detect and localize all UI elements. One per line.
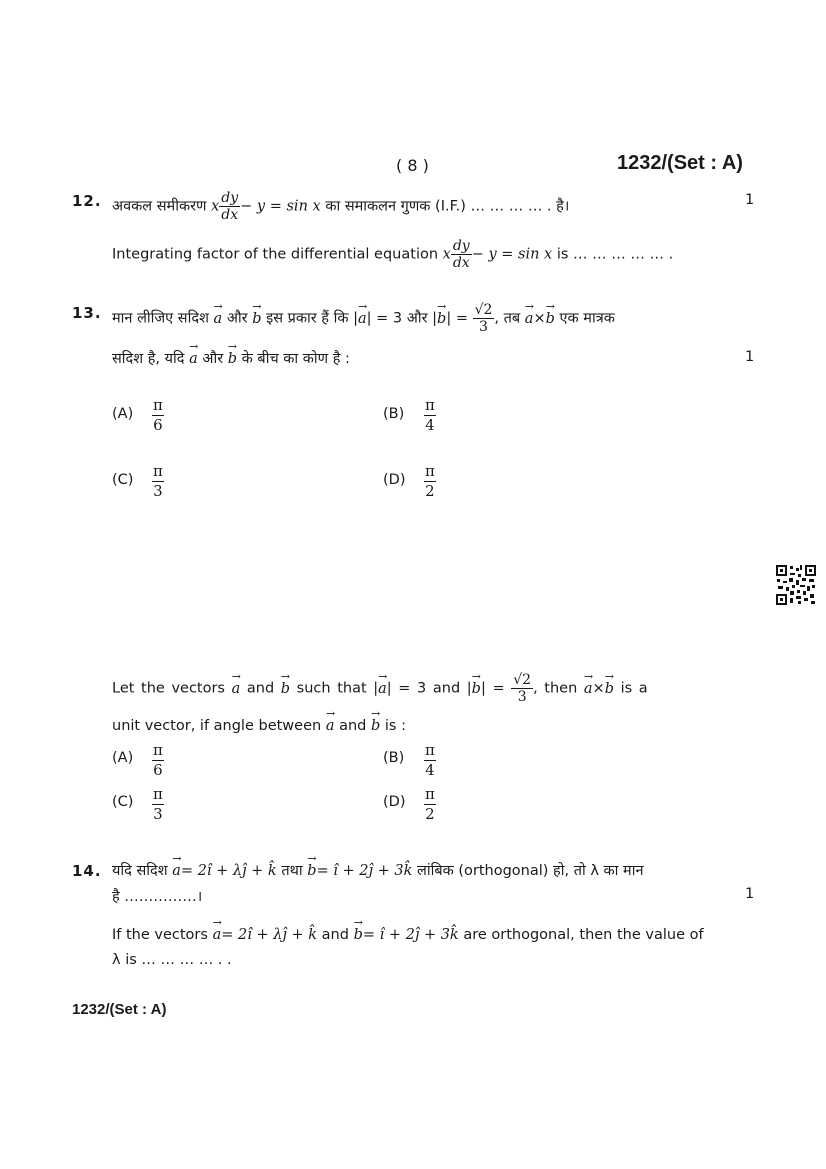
vector-a-en: → a [232,681,241,697]
option-a-label: (A) [112,406,134,422]
q14-hi-text-b: लांबिक (orthogonal) हो, तो λ का मान [417,863,644,879]
vector-b-mag-en: → b [472,681,481,697]
q12-eq-rest: − y = sin x [240,198,321,215]
question-number-14: 14. [72,862,102,880]
option-a-num-en: π [153,741,163,759]
q12-eq-x-en: x [442,246,451,263]
option-a-den-en: 6 [153,761,163,779]
q12-deriv-den: dx [221,207,239,223]
option-b-value [424,396,436,435]
sqrt2: √2 [474,302,493,318]
q14-vector-b-en: → b [354,927,363,943]
option-b-label-en: (B) [383,750,405,766]
paper-code-header: 1232/(Set : A) [617,152,743,174]
q14-hindi-line2: है ……………। [112,889,203,905]
q14-vector-a-expr: = 2î + λĵ + k̂ [180,863,277,879]
q14-vector-b-expr: = î + 2ĵ + 3k̂ [316,863,413,879]
q13-hi-eq-end: | = [446,310,468,327]
q14-vector-b-expr-en: = î + 2ĵ + 3k̂ [362,927,459,943]
vector-b-angle: → b [228,351,237,367]
q14-vector-b: → b [307,863,316,879]
sqrt2-over-3-en [511,672,533,705]
option-a-value-en [152,741,164,780]
option-c-num: π [153,462,163,480]
vector-a-angle: → a [189,351,198,367]
option-c-value [152,462,164,501]
vector-b: → b [252,311,261,327]
option-a-label-en: (A) [112,750,134,766]
three: 3 [479,319,488,335]
q12-english-before: Integrating factor of the differential equation [112,246,439,263]
q14-en-text-b: are orthogonal, then the value of [463,927,704,943]
option-c-label: (C) [112,472,134,488]
q12-deriv-num: dy [221,190,239,206]
option-c-num-en: π [153,785,163,803]
q13-hindi-line2 [112,348,350,368]
q12-hindi-before: अवकल समीकरण [112,198,207,215]
q13-en-eq3: | = 3 and | [386,680,472,697]
q13-en-and-2: and [339,718,367,734]
q14-vector-a-expr-en: = 2î + λĵ + k̂ [221,927,318,943]
option-d-num-en: π [425,785,435,803]
q14-en-and: and [321,927,349,943]
option-a-den: 6 [153,416,163,434]
option-a-value [152,396,164,435]
q12-deriv-den-en: dx [452,255,470,271]
q13-hi-then: , तब [494,310,521,327]
q12-english-after: is … … … … … . [556,246,674,263]
q13-en-line2-a: unit vector, if angle between [112,718,322,734]
option-d-value-en [424,785,436,824]
q14-marks: 1 [745,886,755,902]
qr-code-icon [776,565,816,605]
q12-marks: 1 [745,192,755,208]
option-b-num: π [425,396,435,414]
q14-en-text-a: If the vectors [112,927,208,943]
option-c-label-en: (C) [112,794,134,810]
q13-en-isa: is a [620,680,648,697]
q13-hi-line2-a: सदिश है, यदि [112,351,185,367]
q14-vector-a: → a [172,863,181,879]
q13-en-eq-end: | = [480,680,505,697]
q13-hi-line2-b: के बीच का कोण है : [241,351,350,367]
cross-symbol: × [533,310,546,327]
paper-code-footer: 1232/(Set : A) [72,1001,167,1018]
option-d-den-en: 2 [425,805,435,823]
option-d-label: (D) [383,472,406,488]
q13-english-line2 [112,718,406,734]
option-b-num-en: π [425,741,435,759]
q12-english-line [112,238,673,271]
question-number-12: 12. [72,192,102,210]
q12-eq-rest-en: − y = sin x [471,246,553,263]
page-number: ( 8 ) [396,156,429,175]
vector-a-mag: → a [358,311,367,327]
q12-hindi-after: का समाकलन गुणक (I.F.) … … … … . है। [325,198,570,215]
q13-marks: 1 [745,349,755,365]
option-b-value-en [424,741,436,780]
sqrt2-en: √2 [513,672,532,688]
option-d-num: π [425,462,435,480]
q13-hindi-line1 [112,302,615,335]
q14-hindi-line1 [112,860,644,880]
vector-a-cross-en: → a [584,681,593,697]
vector-a-cross: → a [525,311,534,327]
three-en: 3 [517,689,527,705]
q14-vector-a-en: → a [213,927,222,943]
option-b-den-en: 4 [425,761,435,779]
q13-english-line1 [112,672,648,705]
q12-derivative [219,190,240,223]
option-b-label: (B) [383,406,405,422]
vector-b-en: → b [281,681,290,697]
vector-b-angle-en: → b [371,718,380,734]
option-b-den: 4 [425,416,435,434]
q13-hi-and-2: और [202,351,224,367]
vector-b-mag: → b [437,311,446,327]
option-c-den: 3 [153,482,163,500]
question-number-13: 13. [72,304,102,322]
q12-hindi-line [112,190,569,223]
q13-hi-eq3: | = 3 और | [366,310,438,327]
q13-hi-and: और [226,310,248,327]
q12-derivative-en [451,238,472,271]
q13-en-text-a: Let the vectors [112,680,225,697]
option-a-num: π [153,396,163,414]
q14-hi-tatha: तथा [281,863,303,879]
option-d-den: 2 [425,482,435,500]
cross-symbol-en: × [592,680,605,697]
q14-hi-text-a: यदि सदिश [112,863,168,879]
option-d-value [424,462,436,501]
vector-a-angle-en: → a [326,718,335,734]
sqrt2-over-3 [473,302,495,335]
q14-english-line2: λ is … … … … . . [112,952,232,968]
option-c-den-en: 3 [153,805,163,823]
q13-hi-text-a: मान लीजिए सदिश [112,310,209,327]
q12-eq-x: x [211,198,220,215]
vector-b-cross-en: → b [605,681,614,697]
q12-deriv-num-en: dy [452,238,470,254]
vector-a: → a [214,311,223,327]
vector-a-mag-en: → a [378,681,387,697]
option-d-label-en: (D) [383,794,406,810]
q13-en-and: and [246,680,275,697]
q14-english-line1 [112,927,704,943]
q13-hi-unit: एक मात्रक [559,310,615,327]
q13-en-text-b: such that | [296,680,379,697]
q13-hi-text-b: इस प्रकार हैं कि | [266,310,359,327]
q13-en-line2-b: is : [384,718,406,734]
q13-en-then: , then [533,680,578,697]
option-c-value-en [152,785,164,824]
vector-b-cross: → b [546,311,555,327]
